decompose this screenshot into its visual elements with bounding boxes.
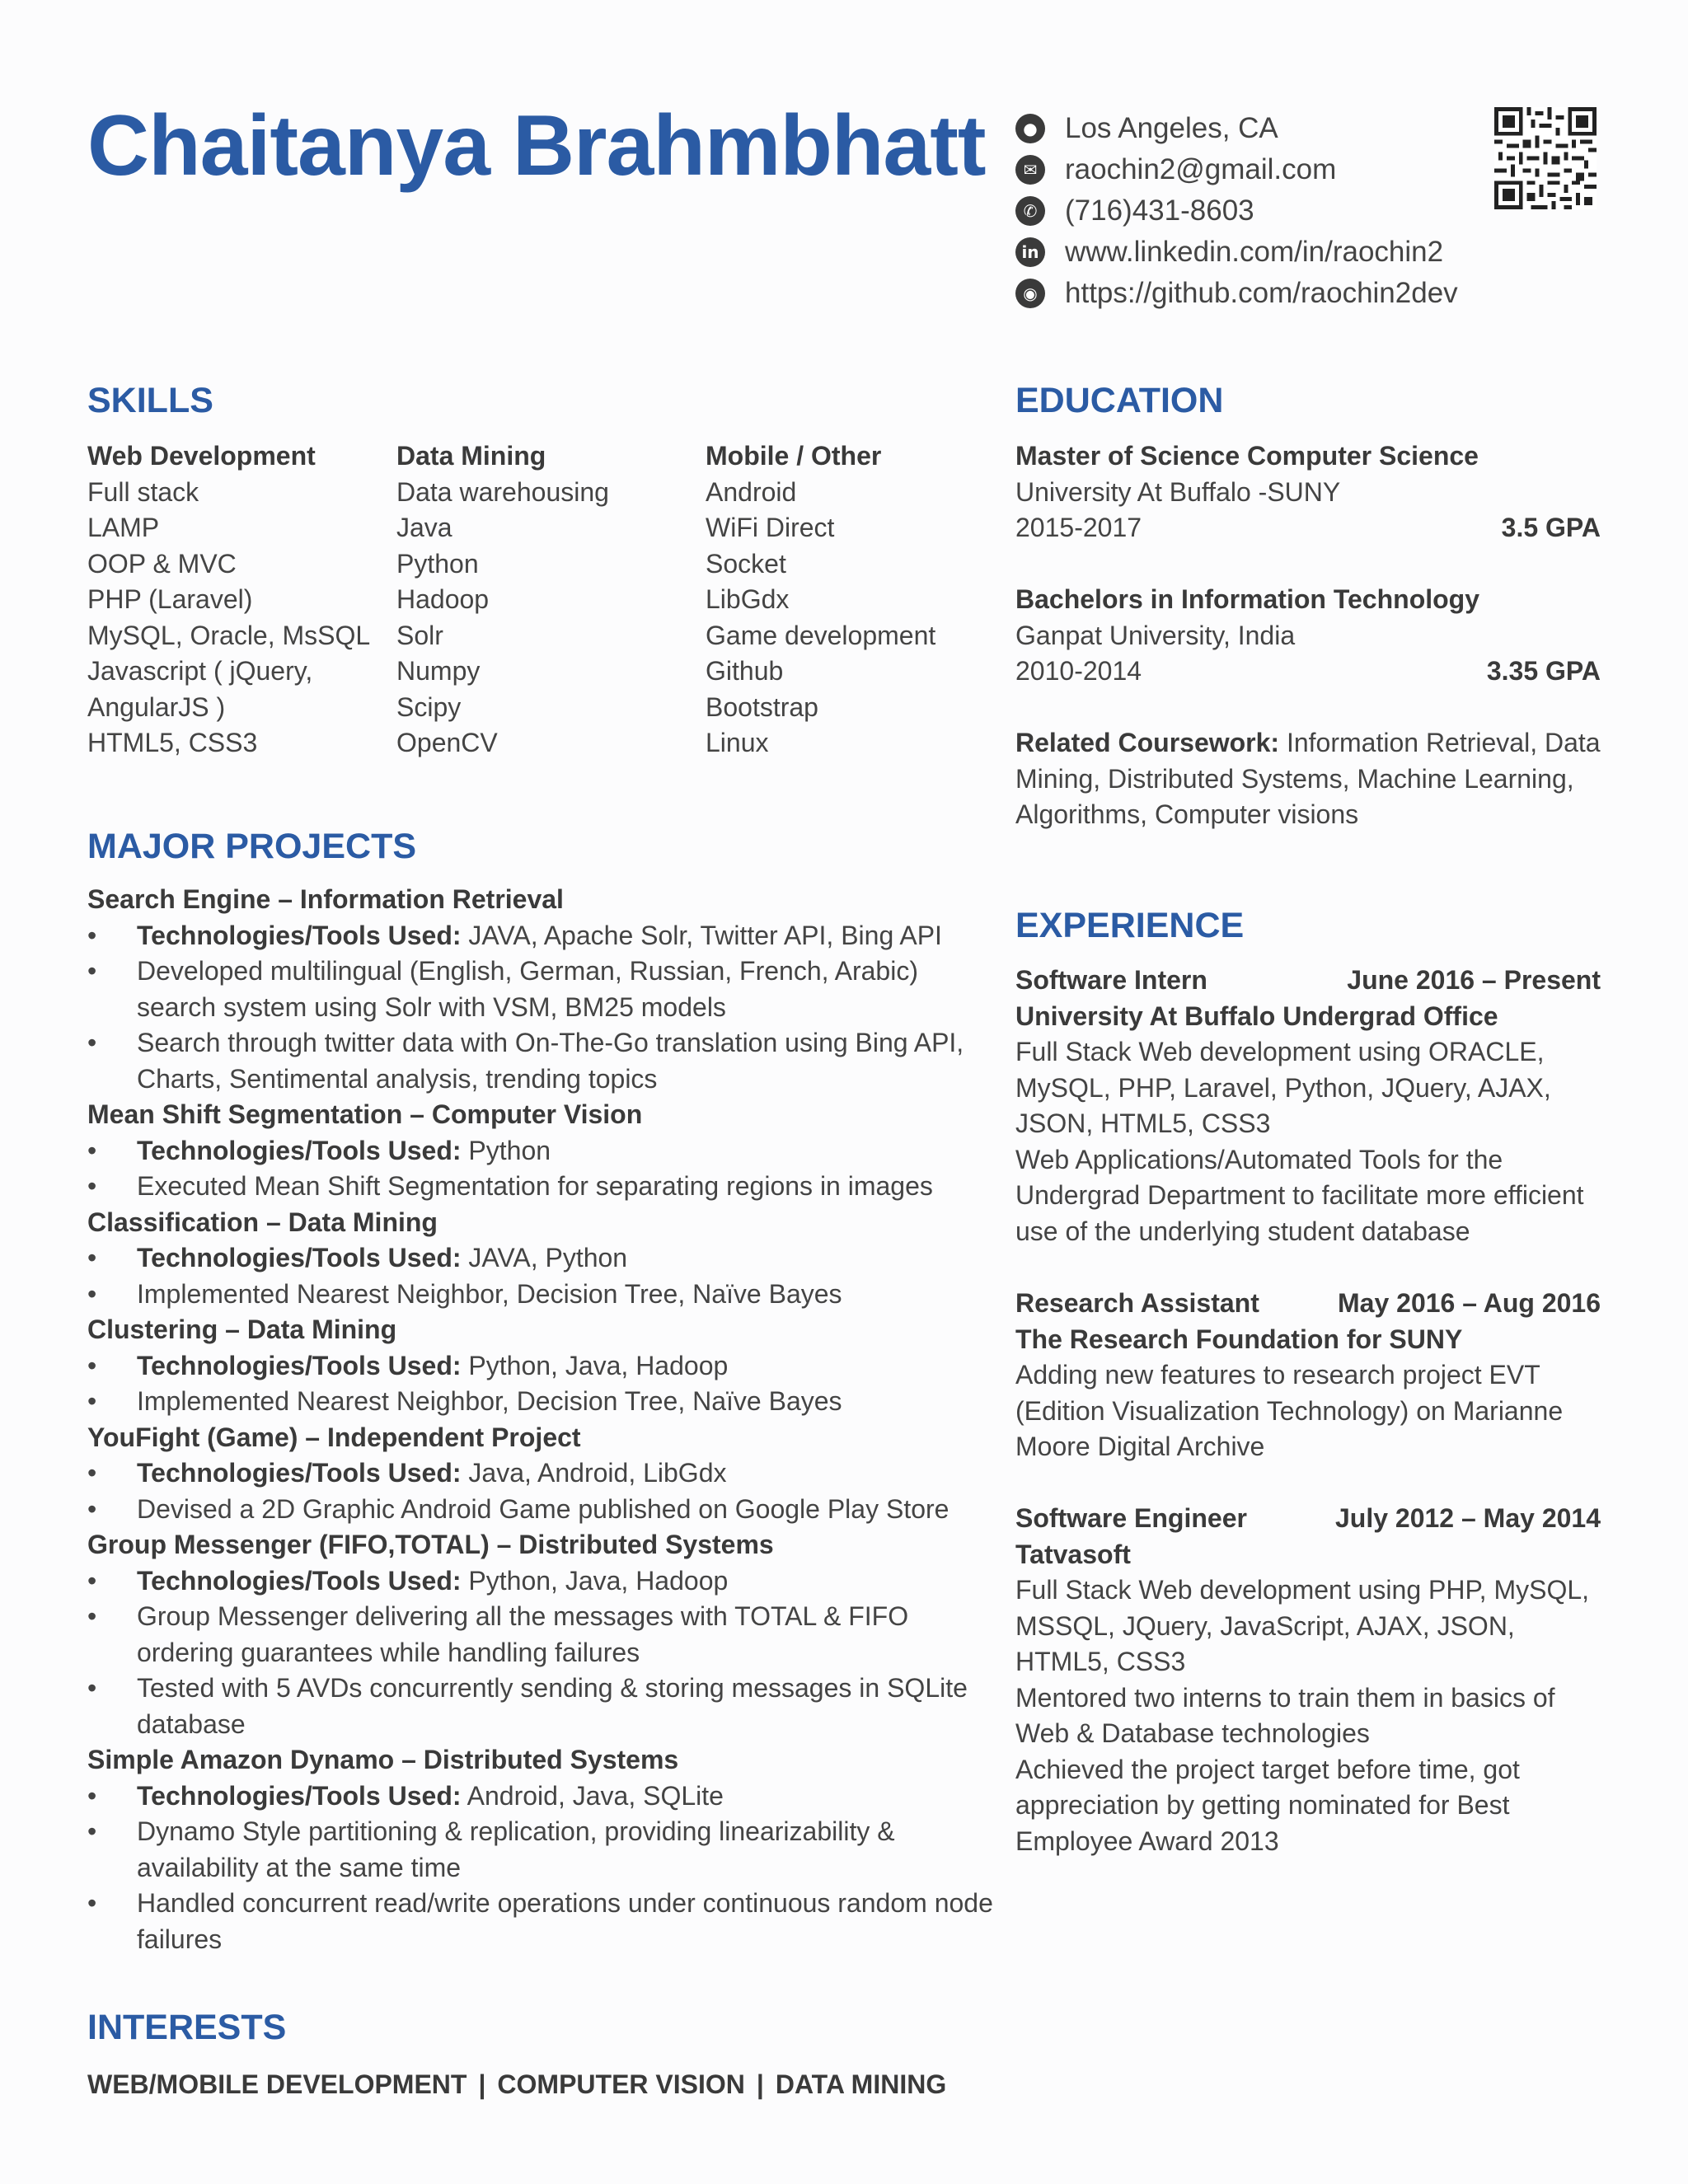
skill-item: OOP & MVC xyxy=(87,548,237,579)
tools-value: Python, Java, Hadoop xyxy=(468,1350,729,1380)
location-icon: ● xyxy=(1015,114,1045,143)
project-tools xyxy=(87,1133,994,1169)
skill-item: Javascript ( jQuery, xyxy=(87,656,313,686)
project-title: Simple Amazon Dynamo – Distributed Systems xyxy=(87,1745,679,1774)
experience-entry xyxy=(1015,963,1601,1249)
coursework-label: Related Coursework: xyxy=(1015,728,1280,757)
tools-label: Technologies/Tools Used: xyxy=(137,1135,462,1165)
skill-item: WiFi Direct xyxy=(706,513,835,542)
job-role: Software Intern xyxy=(1015,965,1207,995)
job-org: The Research Foundation for SUNY xyxy=(1015,1324,1463,1354)
skills-column-web xyxy=(87,438,384,762)
divider: | xyxy=(478,2069,486,2099)
job-dates: May 2016 – Aug 2016 xyxy=(1338,1288,1601,1318)
skill-item: MySQL, Oracle, MsSQL xyxy=(87,620,371,650)
tools-label: Technologies/Tools Used: xyxy=(137,1780,462,1811)
interest-item: WEB/MOBILE DEVELOPMENT xyxy=(87,2069,467,2099)
skill-item: Data warehousing xyxy=(396,476,609,507)
interests-title: INTERESTS xyxy=(87,2008,287,2047)
tools-value: Java, Android, LibGdx xyxy=(468,1458,727,1488)
degree-gpa: 3.35 GPA xyxy=(1486,656,1601,686)
degree-title: Master of Science Computer Science xyxy=(1015,441,1479,471)
job-dates: July 2012 – May 2014 xyxy=(1334,1503,1601,1533)
github-icon: ◉ xyxy=(1015,279,1045,308)
job-detail: Full Stack Web development using ORACLE, MySQL, PHP, Laravel, Python, JQuery, AJAX, JSON, HTML5, CSS3 xyxy=(1015,1037,1551,1138)
skills-column-data-mining xyxy=(396,438,693,762)
degree-gpa: 3.5 GPA xyxy=(1501,513,1601,542)
job-detail: Web Applications/Automated Tools for the Undergrad Department to facilitate more efficient use of the underlying student database xyxy=(1015,1144,1584,1246)
qr-code-icon xyxy=(1494,107,1597,209)
project-bullet: • Developed multilingual (English, German, Russian, French, Arabic) search system using Solr with VSM, BM25 models xyxy=(87,954,994,1025)
project-bullet: • Dynamo Style partitioning & replication, providing linearizability & availability at the same time xyxy=(87,1814,994,1886)
skills-column-heading: Mobile / Other xyxy=(706,441,882,471)
skill-item: Java xyxy=(396,513,452,542)
degree-years: 2015-2017 xyxy=(1015,513,1142,542)
contact-linkedin[interactable] xyxy=(1015,232,1458,273)
project-bullet: • Group Messenger delivering all the messages with TOTAL & FIFO ordering guarantees while handling failures xyxy=(87,1599,994,1671)
tools-label: Technologies/Tools Used: xyxy=(137,1458,462,1488)
project-bullet: • Devised a 2D Graphic Android Game published on Google Play Store xyxy=(87,1492,994,1528)
skill-item: Full stack xyxy=(87,476,199,507)
project-bullet: • Executed Mean Shift Segmentation for separating regions in images xyxy=(87,1169,994,1205)
degree-title: Bachelors in Information Technology xyxy=(1015,584,1480,614)
project-bullet: • Implemented Nearest Neighbor, Decision Tree, Naïve Bayes xyxy=(87,1277,994,1313)
project-tools xyxy=(87,1779,994,1815)
job-detail: Full Stack Web development using PHP, MySQL, MSSQL, JQuery, JavaScript, AJAX, JSON, HTML5, CSS3 xyxy=(1015,1575,1590,1676)
project-bullet: • Handled concurrent read/write operations under continuous random node failures xyxy=(87,1886,994,1957)
project-tools xyxy=(87,1240,994,1277)
skill-item: Game development xyxy=(706,620,936,650)
divider: | xyxy=(756,2069,764,2099)
tools-label: Technologies/Tools Used: xyxy=(137,920,462,950)
job-detail: Mentored two interns to train them in basics of Web & Database technologies xyxy=(1015,1682,1555,1748)
contact-list xyxy=(1015,108,1458,314)
contact-location-text: Los Angeles, CA xyxy=(1065,112,1278,144)
skill-item: PHP (Laravel) xyxy=(87,584,253,614)
skill-item: LibGdx xyxy=(706,584,790,614)
project-tools xyxy=(87,1455,994,1492)
skill-item: Github xyxy=(706,656,784,686)
job-detail: Adding new features to research project EVT (Edition Visualization Technology) on Marianne Moore Digital Archive xyxy=(1015,1360,1564,1461)
interests-list xyxy=(87,2067,946,2103)
projects-title: MAJOR PROJECTS xyxy=(87,827,417,866)
linkedin-icon: in xyxy=(1015,237,1045,267)
education-entry xyxy=(1015,438,1601,546)
phone-icon: ✆ xyxy=(1015,196,1045,226)
project-title: Mean Shift Segmentation – Computer Vision xyxy=(87,1099,643,1129)
skill-item: OpenCV xyxy=(396,728,498,757)
contact-github[interactable] xyxy=(1015,273,1458,314)
skills-title: SKILLS xyxy=(87,381,213,420)
skill-item: Solr xyxy=(396,620,443,650)
contact-location xyxy=(1015,108,1458,149)
tools-value: JAVA, Apache Solr, Twitter API, Bing API xyxy=(468,920,942,950)
contact-email[interactable] xyxy=(1015,149,1458,190)
tools-value: Python, Java, Hadoop xyxy=(468,1565,729,1596)
contact-phone-text[interactable]: (716)431-8603 xyxy=(1065,194,1254,227)
experience-entry xyxy=(1015,1501,1601,1859)
skill-item: LAMP xyxy=(87,513,160,542)
skills-column-mobile xyxy=(706,438,1002,762)
experience-title: EXPERIENCE xyxy=(1015,906,1245,945)
contact-phone[interactable] xyxy=(1015,190,1458,232)
project-tools xyxy=(87,1563,994,1600)
skills-column-heading: Data Mining xyxy=(396,441,546,471)
skills-column-heading: Web Development xyxy=(87,441,316,471)
tools-value: JAVA, Python xyxy=(468,1243,628,1272)
skill-item: Numpy xyxy=(396,656,481,686)
interest-item: COMPUTER VISION xyxy=(497,2069,745,2099)
tools-label: Technologies/Tools Used: xyxy=(137,1350,462,1380)
skill-item: AngularJS ) xyxy=(87,691,226,722)
job-role: Software Engineer xyxy=(1015,1503,1247,1533)
project-title: Clustering – Data Mining xyxy=(87,1315,397,1344)
skill-item: Python xyxy=(396,548,479,579)
contact-github-link[interactable]: https://github.com/raochin2dev xyxy=(1065,277,1458,309)
project-title: Search Engine – Information Retrieval xyxy=(87,884,564,914)
projects-list xyxy=(87,882,994,1957)
job-org: Tatvasoft xyxy=(1015,1539,1131,1569)
skill-item: Scipy xyxy=(396,691,462,722)
job-role: Research Assistant xyxy=(1015,1288,1259,1318)
coursework xyxy=(1015,725,1601,833)
skill-item: Linux xyxy=(706,728,769,757)
school-name: Ganpat University, India xyxy=(1015,620,1296,650)
project-bullet: • Tested with 5 AVDs concurrently sending & storing messages in SQLite database xyxy=(87,1671,994,1742)
education-title: EDUCATION xyxy=(1015,381,1224,420)
project-title: Classification – Data Mining xyxy=(87,1207,438,1237)
school-name: University At Buffalo -SUNY xyxy=(1015,476,1341,507)
skill-item: HTML5, CSS3 xyxy=(87,728,258,757)
contact-email-text[interactable]: raochin2@gmail.com xyxy=(1065,153,1337,185)
education-entry xyxy=(1015,582,1601,690)
tools-value: Android, Java, SQLite xyxy=(467,1780,724,1811)
experience-entry xyxy=(1015,1286,1601,1465)
coursework-text: Information Retrieval, Data Mining, Distributed Systems, Machine Learning, Algorithms, Computer visions xyxy=(1015,728,1601,829)
skill-item: Socket xyxy=(706,548,786,579)
skill-item: Hadoop xyxy=(396,584,490,614)
interest-item: DATA MINING xyxy=(775,2069,947,2099)
project-tools xyxy=(87,918,994,954)
project-title: YouFight (Game) – Independent Project xyxy=(87,1422,581,1452)
candidate-name: Chaitanya Brahmbhatt xyxy=(87,98,986,194)
email-icon: ✉ xyxy=(1015,155,1045,185)
project-bullet: • Search through twitter data with On-The-Go translation using Bing API, Charts, Sentimental analysis, trending topics xyxy=(87,1025,994,1097)
project-bullet: • Implemented Nearest Neighbor, Decision Tree, Naïve Bayes xyxy=(87,1384,994,1420)
tools-label: Technologies/Tools Used: xyxy=(137,1565,462,1596)
contact-linkedin-link[interactable]: www.linkedin.com/in/raochin2 xyxy=(1065,236,1444,268)
project-tools xyxy=(87,1348,994,1385)
job-detail: Achieved the project target before time, got appreciation by getting nominated for Best Employee Award 2013 xyxy=(1015,1754,1520,1856)
skill-item: Android xyxy=(706,476,797,507)
job-dates: June 2016 – Present xyxy=(1347,965,1601,995)
tools-label: Technologies/Tools Used: xyxy=(137,1243,462,1272)
job-org: University At Buffalo Undergrad Office xyxy=(1015,1001,1498,1031)
degree-years: 2010-2014 xyxy=(1015,656,1142,686)
skill-item: Bootstrap xyxy=(706,691,818,722)
project-title: Group Messenger (FIFO,TOTAL) – Distributed Systems xyxy=(87,1530,774,1559)
tools-value: Python xyxy=(468,1135,551,1165)
